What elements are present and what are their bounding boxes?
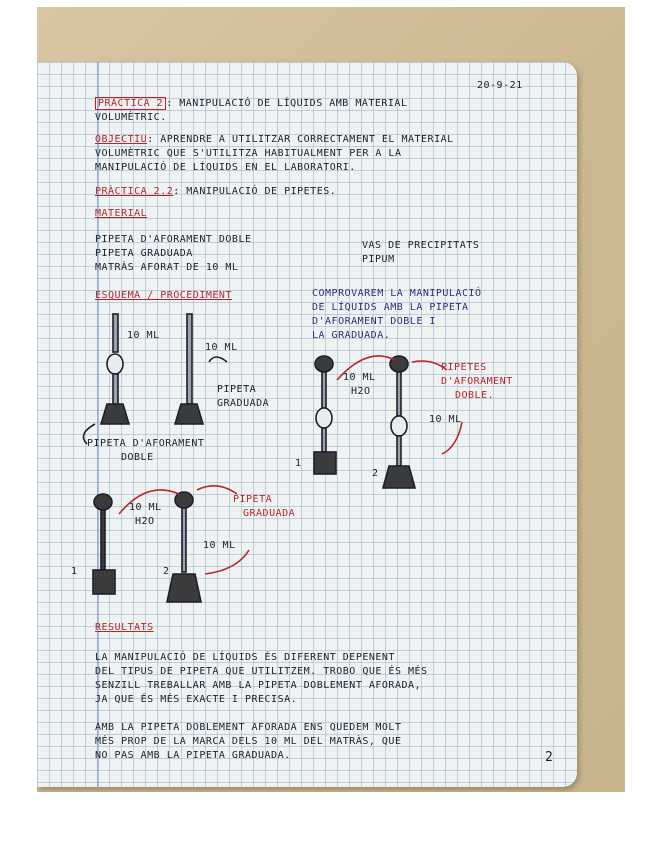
scheme-heading: ESQUEMA / PROCEDIMENT [95,290,232,301]
scheme-note-line: D'AFORAMENT DOBLE I [312,316,436,327]
step-number: 2 [372,468,379,479]
material-item: PIPETA D'AFORAMENT DOBLE [95,234,252,245]
water-label: H2O [351,386,371,397]
volume-label: 10 ML [429,414,462,425]
right-red-label: PIPETES [441,362,487,373]
water-label: H2O [135,516,155,527]
date: 20-9-21 [477,80,523,91]
pipette-with-flask-1 [314,356,336,474]
objective-label: OBJECTIU [95,134,148,145]
results-line: SENZILL TREBALLAR AMB LA PIPETA DOBLEMENT AFORADA, [95,680,422,691]
notebook-photo [37,7,625,792]
results-line: MÉS PROP DE LA MARCA DELS 10 ML DEL MATRÀS, QUE [95,736,402,747]
step-number: 1 [295,458,302,469]
material-item: VAS DE PRECIPITATS [362,240,480,251]
water-label: 10 ML [129,502,162,513]
title-line-2: VOLUMÈTRIC. [95,112,167,123]
title-label: PRÀCTICA 2 [95,97,166,110]
graduated-pipette-drawing [175,314,203,424]
bottom-red-label: PIPETA [233,494,273,505]
title-text: : MANIPULACIÓ DE LÍQUIDS AMB MATERIAL [166,98,408,109]
doble-label: DOBLE [121,452,154,463]
section-text: : MANIPULACIÓ DE PIPETES. [173,186,337,197]
material-item: MATRÀS AFORAT DE 10 ML [95,262,239,273]
results-line: DEL TIPUS DE PIPETA QUE UTILITZEM. TROBO QUE ÉS MÉS [95,666,428,677]
pencil [623,7,625,117]
objective-line-2: VOLUMÈTRIC QUE S'UTILITZA HABITUALMENT PER A LA [95,148,402,159]
scheme-note-line: LA GRADUADA. [312,330,391,341]
right-red-label: DOBLE. [455,390,495,401]
pipette-with-flask-3 [93,494,115,594]
pipette-with-flask-4 [167,492,201,602]
doble-label: PIPETA D'AFORAMENT [87,438,205,449]
volume-label: 10 ML [127,330,160,341]
graduada-label: GRADUADA [217,398,270,409]
bottom-red-label: GRADUADA [243,508,296,519]
notebook-page [37,62,577,787]
volume-label: 10 ML [205,342,238,353]
step-number: 2 [163,566,170,577]
page-number: 2 [545,750,554,765]
results-line: LA MANIPULACIÓ DE LÍQUIDS ÉS DIFERENT DEPENENT [95,652,395,663]
scheme-note-line: COMPROVAREM LA MANIPULACIÓ [312,288,482,299]
double-pipette-drawing [101,314,129,424]
section-label: PRÀCTICA 2.2 [95,186,174,197]
objective-line-3: MANIPULACIÓ DE LÍQUIDS EN EL LABORATORI. [95,162,356,173]
objective-text: : APRENDRE A UTILITZAR CORRECTAMENT EL MATERIAL [147,134,454,145]
results-line: JA QUE ÉS MÉS EXACTE I PRECISA. [95,694,298,705]
water-label: 10 ML [343,372,376,383]
results-line: NO PAS AMB LA PIPETA GRADUADA. [95,750,291,761]
material-heading: MATERIAL [95,208,148,219]
material-item: PIPETA GRADUADA [95,248,193,259]
results-heading: RESULTATS [95,622,154,633]
volume-label: 10 ML [203,540,236,551]
results-line: AMB LA PIPETA DOBLEMENT AFORADA ENS QUEDEM MOLT [95,722,402,733]
graduada-label: PIPETA [217,384,257,395]
material-item: PIPUM [362,254,395,265]
step-number: 1 [71,566,78,577]
scheme-note-line: DE LÍQUIDS AMB LA PIPETA [312,302,469,313]
pipette-with-flask-2 [383,356,415,488]
right-red-label: D'AFORAMENT [441,376,513,387]
scheme-drawings [37,62,577,787]
